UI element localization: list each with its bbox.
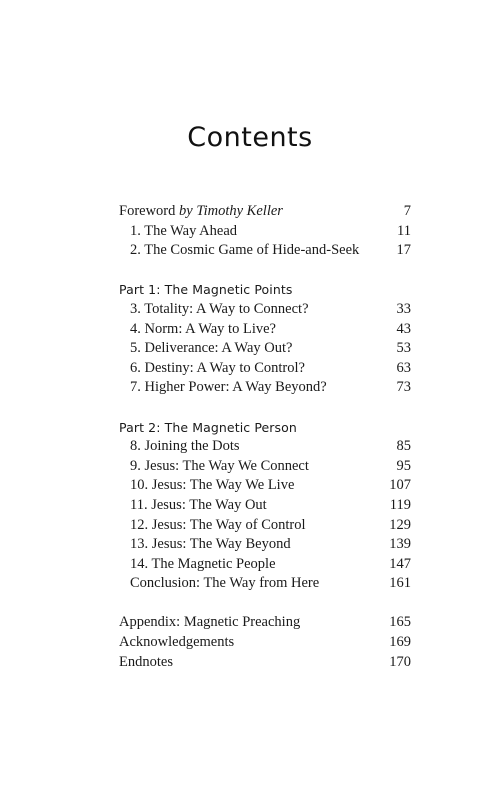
toc-entry[interactable] bbox=[119, 457, 411, 477]
toc-entry-back-matter[interactable] bbox=[119, 653, 411, 673]
part-heading-2[interactable] bbox=[119, 418, 411, 438]
toc-entry-title: 14. The Magnetic People bbox=[130, 555, 276, 572]
toc-entry-title: Acknowledgements bbox=[119, 634, 235, 651]
toc-entry[interactable] bbox=[119, 437, 411, 457]
toc-entry-page: 107 bbox=[389, 477, 411, 494]
toc-entry-page: 43 bbox=[396, 320, 411, 337]
toc-entry[interactable] bbox=[119, 320, 411, 340]
section-spacer bbox=[119, 261, 411, 281]
toc-entry-title: 12. Jesus: The Way of Control bbox=[130, 516, 306, 533]
toc-entry-title: 7. Higher Power: A Way Beyond? bbox=[130, 379, 327, 396]
toc-entry-page: 161 bbox=[389, 575, 411, 592]
toc-entry-page: 139 bbox=[389, 536, 411, 553]
toc-entry-title: 3. Totality: A Way to Connect? bbox=[130, 300, 309, 317]
toc-entry[interactable] bbox=[119, 359, 411, 379]
toc-entry-title bbox=[119, 202, 283, 222]
toc-entry[interactable] bbox=[119, 241, 411, 261]
toc-entry-page: 169 bbox=[389, 634, 411, 651]
toc-entry-title: 6. Destiny: A Way to Control? bbox=[130, 359, 305, 376]
foreword-byline: by Timothy Keller bbox=[179, 203, 283, 219]
toc-entry-page: 147 bbox=[389, 555, 411, 572]
toc-entry-page: 53 bbox=[396, 340, 411, 357]
toc-entry-title: 5. Deliverance: A Way Out? bbox=[130, 340, 293, 357]
toc-entry-page: 63 bbox=[396, 359, 411, 376]
section-spacer bbox=[119, 398, 411, 418]
toc-entry-title: 8. Joining the Dots bbox=[130, 438, 240, 455]
toc-entry[interactable] bbox=[119, 496, 411, 516]
part-title: Part 2: The Magnetic Person bbox=[119, 419, 297, 435]
toc-entry-title: 2. The Cosmic Game of Hide-and-Seek bbox=[130, 242, 360, 259]
toc-entry-page: 170 bbox=[389, 653, 411, 670]
toc-entry-page: 165 bbox=[389, 614, 411, 631]
page-title: Contents bbox=[187, 122, 313, 153]
toc-entry-back-matter[interactable] bbox=[119, 633, 411, 653]
foreword-label: Foreword bbox=[119, 203, 176, 219]
toc-entry-page: 73 bbox=[396, 379, 411, 396]
toc-entry-page: 7 bbox=[403, 203, 411, 219]
toc-entry[interactable] bbox=[119, 339, 411, 359]
toc-entry-page: 119 bbox=[389, 496, 411, 513]
toc-entry-title: 13. Jesus: The Way Beyond bbox=[130, 536, 291, 553]
toc-entry[interactable] bbox=[119, 300, 411, 320]
part-heading-1[interactable] bbox=[119, 280, 411, 300]
toc-entry-page: 85 bbox=[396, 438, 411, 455]
part-title: Part 1: The Magnetic Points bbox=[119, 282, 293, 298]
toc-entry-title: 9. Jesus: The Way We Connect bbox=[130, 457, 309, 474]
toc-entry-back-matter[interactable] bbox=[119, 613, 411, 633]
section-spacer bbox=[119, 594, 411, 614]
toc-entry[interactable] bbox=[119, 574, 411, 594]
toc-entry[interactable] bbox=[119, 516, 411, 536]
toc-entry[interactable] bbox=[119, 476, 411, 496]
toc-entry[interactable] bbox=[119, 555, 411, 575]
toc-entry-page: 17 bbox=[396, 242, 411, 259]
toc-entry-title: Endnotes bbox=[119, 653, 173, 670]
toc-entry-page: 95 bbox=[396, 457, 411, 474]
toc-entry-foreword[interactable] bbox=[119, 202, 411, 222]
table-of-contents bbox=[119, 202, 411, 672]
toc-entry[interactable] bbox=[119, 378, 411, 398]
toc-entry-title: Appendix: Magnetic Preaching bbox=[119, 614, 301, 631]
toc-entry[interactable] bbox=[119, 535, 411, 555]
toc-entry-title: 4. Norm: A Way to Live? bbox=[130, 320, 276, 337]
toc-entry-title: Conclusion: The Way from Here bbox=[130, 575, 320, 592]
toc-entry-page: 11 bbox=[397, 222, 411, 239]
toc-entry[interactable] bbox=[119, 222, 411, 242]
toc-entry-page: 129 bbox=[389, 516, 411, 533]
toc-entry-page: 33 bbox=[396, 300, 411, 317]
toc-entry-title: 11. Jesus: The Way Out bbox=[130, 496, 267, 513]
toc-entry-title: 1. The Way Ahead bbox=[130, 222, 238, 239]
toc-entry-title: 10. Jesus: The Way We Live bbox=[130, 477, 295, 494]
